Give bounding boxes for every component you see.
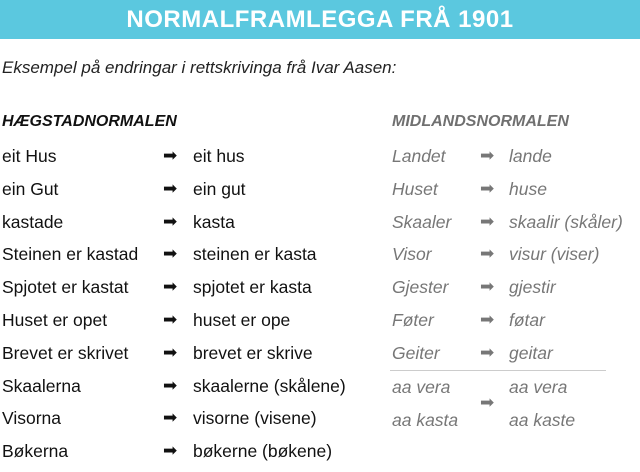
title-banner — [0, 0, 640, 39]
left-old-form: Spjotet er kastat — [2, 277, 129, 298]
right-new-form: skaalir (skåler) — [509, 211, 623, 232]
right-infinitive-to-1: aa vera — [509, 377, 568, 397]
left-arrow-icon: ➡ — [163, 178, 178, 198]
right-arrow-icon: ➡ — [480, 277, 495, 297]
left-arrow-icon: ➡ — [163, 342, 178, 362]
right-arrow-icon: ➡ — [480, 178, 495, 198]
left-arrow-icon: ➡ — [163, 441, 178, 461]
left-arrow-icon: ➡ — [163, 277, 178, 297]
intro-text: Eksempel på endringar i rettskrivinga frå Ivar Aasen: — [2, 58, 397, 77]
left-new-form: skaalerne (skålene) — [193, 375, 346, 396]
right-arrow-icon: ➡ — [480, 244, 495, 264]
right-row — [0, 178, 640, 210]
left-old-form: Visorna — [2, 408, 62, 429]
left-new-form: spjotet er kasta — [193, 277, 312, 298]
right-row — [0, 342, 640, 374]
left-arrow-icon: ➡ — [163, 408, 178, 428]
right-new-form: geitar — [509, 342, 553, 363]
right-old-form: Landet — [392, 146, 446, 166]
right-new-form: gjestir — [509, 277, 556, 298]
left-new-form: brevet er skrive — [193, 342, 313, 363]
left-old-form: Skaalerna — [2, 375, 81, 396]
left-old-form: Steinen er kastad — [2, 244, 139, 265]
left-arrow-icon: ➡ — [163, 211, 178, 231]
right-old-form: Gjester — [392, 277, 449, 298]
right-old-form: Geiter — [392, 342, 440, 363]
right-infinitive-from-1: aa vera — [392, 377, 451, 397]
right-new-form: huse — [509, 178, 547, 199]
right-row — [0, 145, 640, 177]
left-new-form: steinen er kasta — [193, 244, 317, 265]
right-infinitive-arrow-icon: ➡ — [480, 393, 495, 412]
right-old-form: Skaaler — [392, 211, 452, 232]
page-title: NORMALFRAMLEGGA FRÅ 1901 — [126, 5, 514, 33]
right-row — [0, 243, 640, 275]
left-column-heading: HÆGSTADNORMALEN — [2, 113, 177, 130]
right-arrow-icon: ➡ — [480, 342, 495, 362]
left-new-form: kasta — [193, 211, 235, 232]
left-old-form: Brevet er skrivet — [2, 342, 129, 363]
right-new-form: visur (viser) — [509, 244, 600, 265]
left-arrow-icon: ➡ — [163, 146, 178, 165]
right-old-form: Visor — [392, 244, 432, 265]
right-row — [0, 276, 640, 308]
right-new-form: lande — [509, 146, 552, 166]
left-old-form: ein Gut — [2, 178, 59, 199]
left-arrow-icon: ➡ — [163, 310, 178, 329]
right-new-form: føtar — [509, 310, 545, 330]
left-new-form: bøkerne (bøkene) — [193, 441, 333, 462]
right-arrow-icon: ➡ — [480, 310, 495, 329]
right-old-form: Føter — [392, 310, 434, 330]
right-infinitive-to-2: aa kaste — [509, 410, 576, 430]
left-new-form: eit hus — [193, 146, 245, 166]
left-old-form: kastade — [2, 211, 64, 232]
left-old-form: Bøkerna — [2, 441, 69, 462]
right-row — [0, 211, 640, 243]
right-column-divider — [390, 370, 606, 371]
left-arrow-icon: ➡ — [163, 244, 178, 264]
left-new-form: ein gut — [193, 178, 246, 199]
left-new-form: visorne (visene) — [193, 408, 317, 429]
right-arrow-icon: ➡ — [480, 211, 495, 231]
right-old-form: Huset — [392, 178, 438, 199]
left-new-form: huset er ope — [193, 310, 291, 330]
right-arrow-icon: ➡ — [480, 146, 495, 165]
left-arrow-icon: ➡ — [163, 375, 178, 395]
right-infinitive-from-2: aa kasta — [392, 410, 459, 430]
right-column-heading: MIDLANDSNORMALEN — [392, 113, 569, 130]
left-old-form: eit Hus — [2, 146, 57, 166]
left-old-form: Huset er opet — [2, 310, 108, 330]
left-row — [0, 440, 640, 472]
right-row — [0, 309, 640, 341]
